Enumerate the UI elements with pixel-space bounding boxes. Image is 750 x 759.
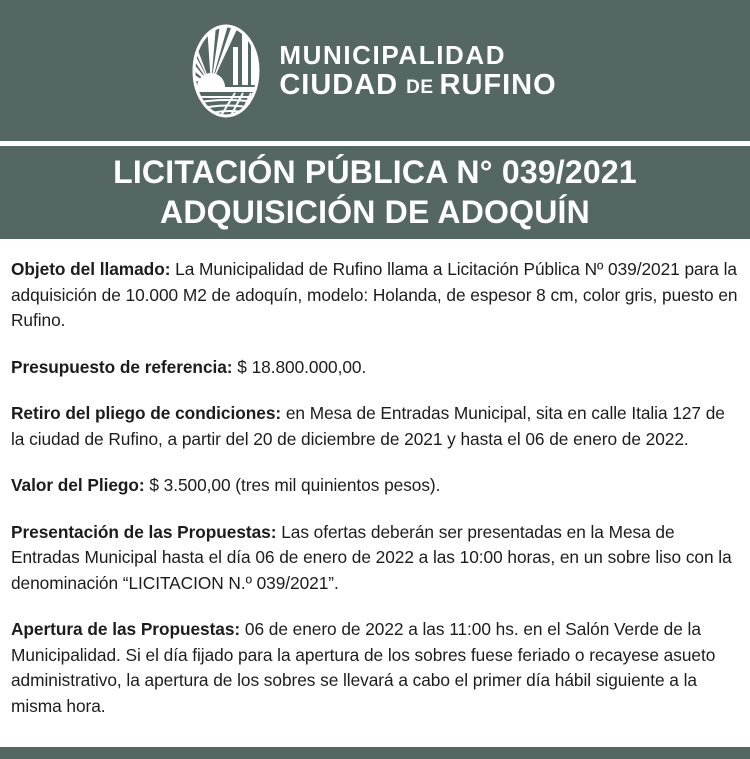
- paragraph-label: Valor del Pliego:: [11, 475, 145, 495]
- paragraph-label: Presentación de las Propuestas:: [11, 521, 277, 542]
- paragraph-label: Presupuesto de referencia:: [11, 356, 233, 377]
- paragraph-retiro-del-pliego: [11, 401, 739, 452]
- paragraph-label: Retiro del pliego de condiciones:: [11, 403, 282, 423]
- paragraph-text: Las ofertas deberán ser presentadas en la Mesa de Entradas Municipal hasta el día 06 de enero de 2022 a las 10:00 horas, en un sobre liso con la denominación “LICITACION N.º 039/2021”.: [11, 521, 732, 593]
- announcement-body: [0, 239, 750, 747]
- paragraph-label: Apertura de las Propuestas:: [11, 619, 241, 639]
- municipal-crest-sunrise-field-icon: [189, 21, 263, 121]
- organization-name: [279, 39, 557, 101]
- header-band: [0, 0, 750, 141]
- organization-line-1: MUNICIPALIDAD: [279, 39, 507, 70]
- paragraph-text: La Municipalidad de Rufino llama a Licitación Pública Nº 039/2021 para la adquisición de 10.000 M2 de adoquín, modelo: Holanda, de espesor 8 cm, color gris, puesto en Rufino.: [11, 259, 738, 330]
- paragraph-text: $ 3.500,00 (tres mil quinientos pesos).: [144, 475, 441, 495]
- organization-logo: [189, 21, 556, 121]
- organization-city-word: CIUDAD: [279, 68, 399, 101]
- paragraph-apertura-de-las-propuestas: [11, 617, 739, 719]
- footer-accent-bar: [0, 747, 750, 759]
- paragraph-presentacion-de-las-propuestas: [11, 520, 739, 597]
- page-title-line-1: LICITACIÓN PÚBLICA N° 039/2021: [113, 153, 637, 190]
- paragraph-text: $ 18.800.000,00.: [232, 356, 367, 377]
- page-title-line-2: ADQUISICIÓN DE ADOQUÍN: [160, 193, 590, 230]
- paragraph-presupuesto-de-referencia: [11, 355, 739, 381]
- paragraph-text: 06 de enero de 2022 a las 11:00 hs. en el Salón Verde de la Municipalidad. Si el día fijado para la apertura de los sobres fuese feriado o recayese asueto administrativo, la apertura de los sobres se llevará a cabo el primer día hábil siguiente a la misma hora.: [11, 619, 716, 716]
- title-band: [0, 146, 750, 239]
- organization-connector-word: DE: [406, 76, 434, 98]
- organization-city-name: RUFINO: [439, 68, 557, 101]
- organization-line-2: [279, 68, 557, 101]
- paragraph-objeto-del-llamado: [11, 257, 739, 334]
- paragraph-text: en Mesa de Entradas Municipal, sita en calle Italia 127 de la ciudad de Rufino, a partir del 20 de diciembre de 2021 y hasta el 06 de enero de 2022.: [11, 403, 725, 449]
- paragraph-valor-del-pliego: [11, 473, 739, 499]
- paragraph-label: Objeto del llamado:: [11, 259, 171, 279]
